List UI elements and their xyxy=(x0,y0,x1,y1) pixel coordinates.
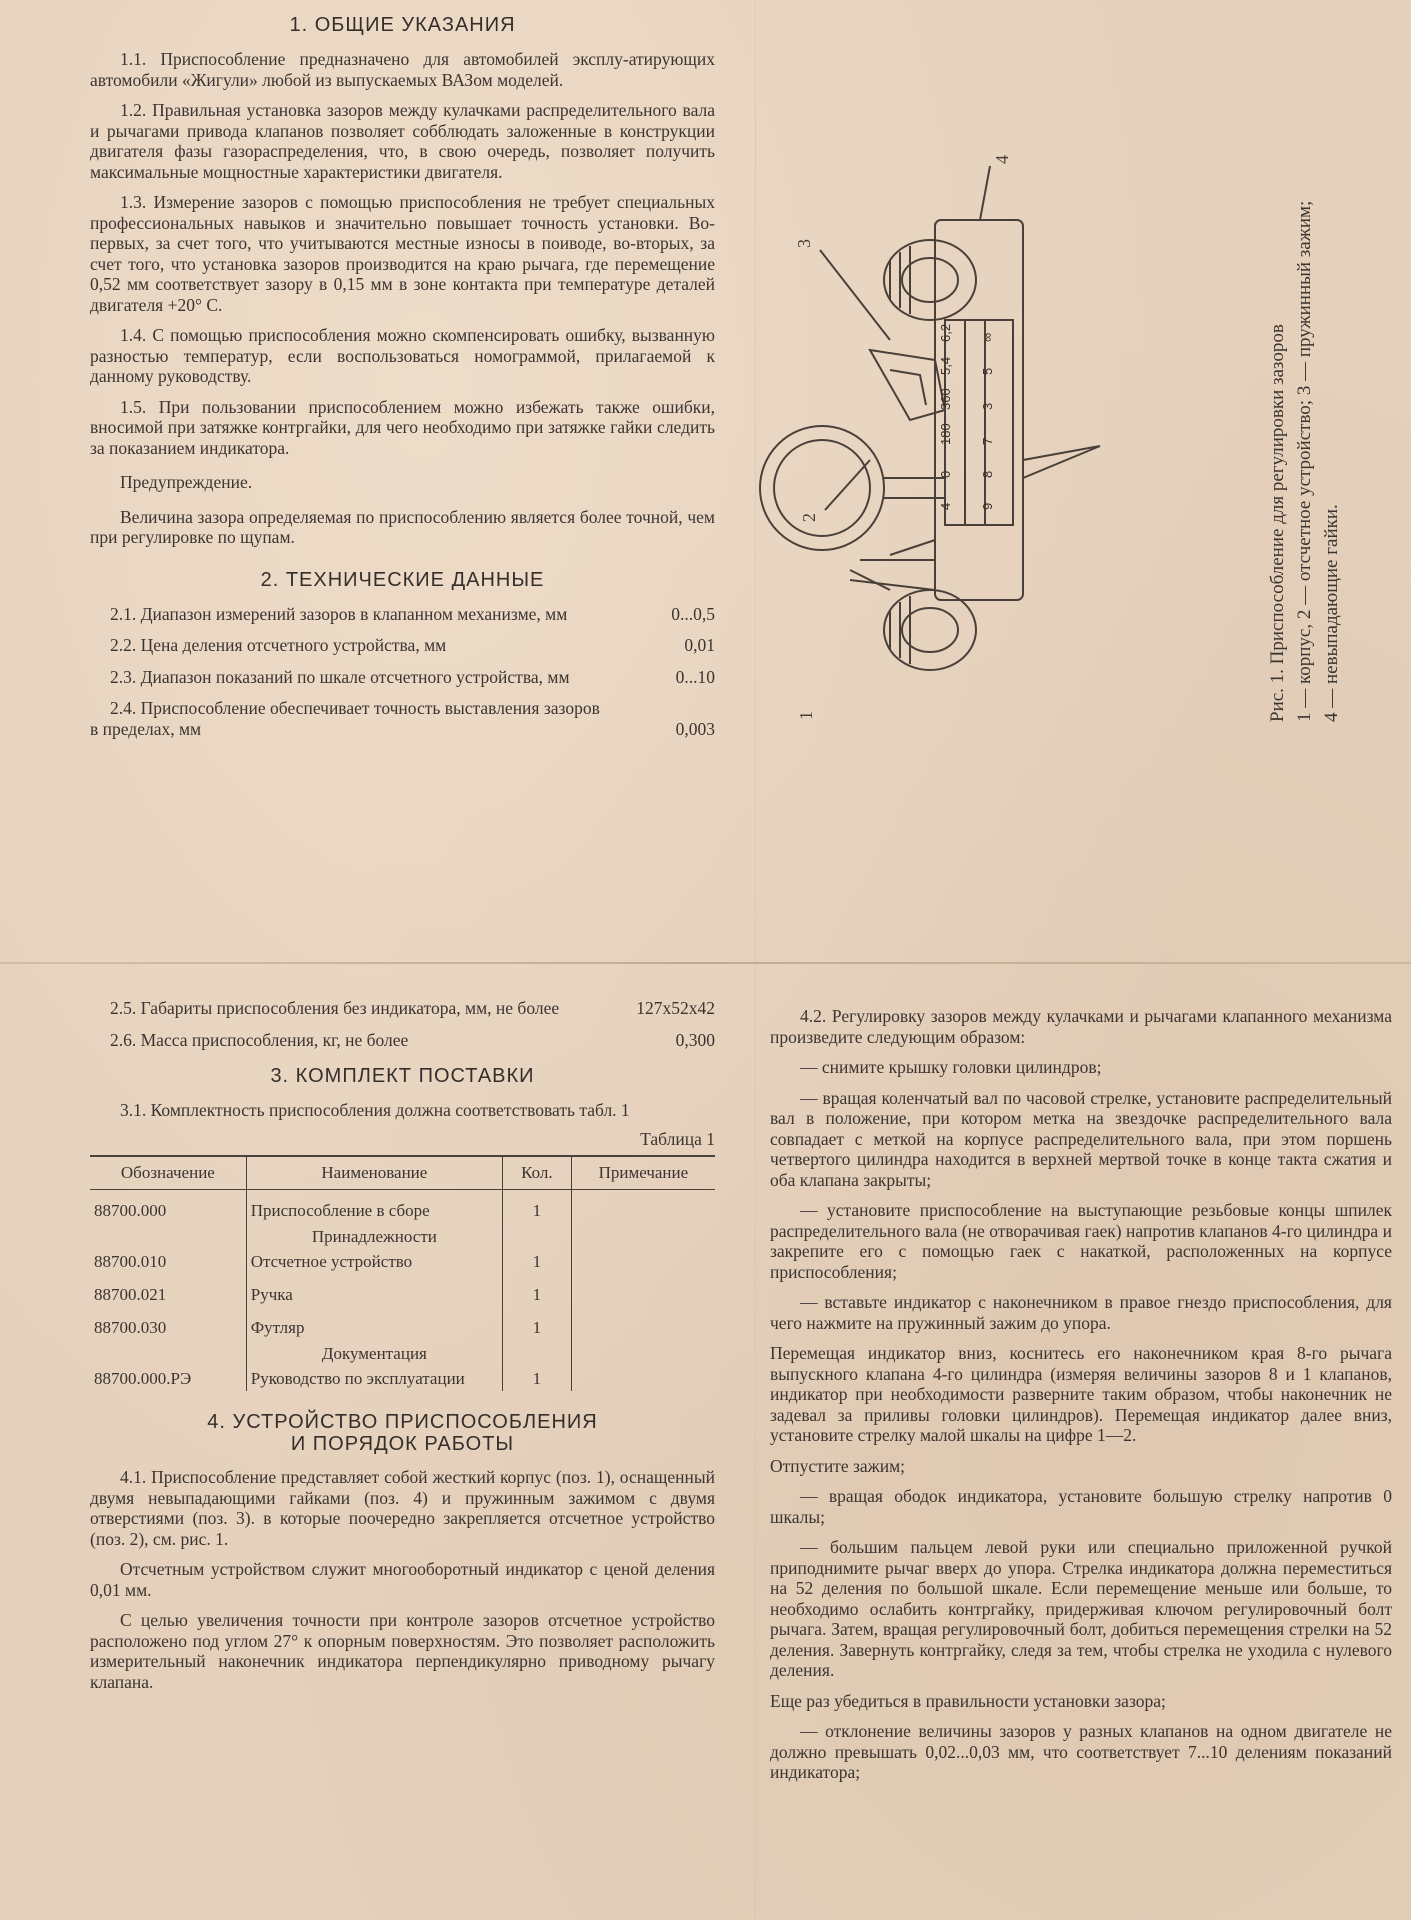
table-row xyxy=(90,1282,715,1307)
figure-caption-line-3: 4 — невыпадающие гайки. xyxy=(1321,504,1342,722)
table-row xyxy=(90,1249,715,1274)
cell-name: Ручка xyxy=(246,1282,502,1307)
cell-note xyxy=(571,1315,715,1340)
spec-label: 2.3. Диапазон показаний по шкале отсчетного устройства, мм xyxy=(110,666,570,687)
dial-bot-5: 9 xyxy=(980,502,995,510)
cell-subheader: Документация xyxy=(246,1340,502,1366)
column-header: Примечание xyxy=(571,1156,715,1190)
table-caption: Таблица 1 xyxy=(640,1128,715,1149)
table-subheader-row xyxy=(90,1340,715,1366)
section4-heading xyxy=(90,1411,715,1455)
section3-intro: 3.1. Комплектность приспособления должна соответствовать табл. 1 xyxy=(120,1100,630,1120)
dial-top-3: 180 xyxy=(938,423,953,445)
spec-value: 0,01 xyxy=(684,635,715,655)
paragraph-4-2: 4.2. Регулировку зазоров между кулачками и рычагами клапанного механизма произведите следующим образом: xyxy=(770,1006,1392,1047)
figure-caption-line-2: 1 — корпус, 2 — отсчетное устройство; 3 — пружинный зажим; xyxy=(1294,200,1315,722)
step-install-device: — установите приспособление на выступающие резьбовые концы шпилек распределительного вала (не отворачивая гаек) напротив клапанов 4-го цилиндра и закрепите его с помощью гаек с накаткой, расположенных на корпусе приспособления; xyxy=(770,1200,1392,1282)
spec-2-3 xyxy=(90,667,715,688)
spec-value: 127x52x42 xyxy=(636,998,715,1018)
column-header: Кол. xyxy=(503,1156,572,1190)
cell-note xyxy=(571,1366,715,1391)
spec-value: 0...0,5 xyxy=(671,603,715,624)
spec-2-6 xyxy=(90,1030,715,1051)
spec-label: 2.6. Масса приспособления, кг, не более xyxy=(110,1029,409,1050)
callout-4: 4 xyxy=(992,155,1012,164)
bottom-nut xyxy=(884,590,976,670)
spec-label: 2.1. Диапазон измерений зазоров в клапанном механизме, мм xyxy=(110,603,568,624)
dial-bot-3: 7 xyxy=(980,437,995,445)
dial-window xyxy=(945,320,1013,525)
column-header: Обозначение xyxy=(90,1156,246,1190)
step-insert-indicator: — вставьте индикатор с наконечником в правое гнездо приспособления, для чего нажмите на пружинный зажим до упора. xyxy=(770,1292,1392,1333)
right-bottom-column xyxy=(770,1006,1392,1793)
kit-table xyxy=(90,1155,715,1391)
spec-2-1 xyxy=(90,604,715,625)
cell-code: 88700.021 xyxy=(90,1282,246,1307)
step-lift-lever: — большим пальцем левой руки или специально приложенной ручкой приподнимите рычаг вверх до упора. Стрелка индикатора должна переместиться на 52 деления по большой шкале. Если перемещение меньше или больше, то необходимо ослабить контргайку, придерживая ключом регулировочный болт рычага. Затем, вращая регулировочный болт, добиться перемещения стрелки на 52 деления. Завернуть контргайку, следя за тем, чтобы стрелка не уходила с нулевого деления. xyxy=(770,1537,1392,1680)
paragraph-4-1-b: Отсчетным устройством служит многооборотный индикатор с ценой деления 0,01 мм. xyxy=(90,1559,715,1600)
section1-heading: 1. ОБЩИЕ УКАЗАНИЯ xyxy=(289,14,516,36)
step-verify: Еще раз убедиться в правильности установки зазора; xyxy=(770,1690,1166,1711)
spec-value: 0...10 xyxy=(675,666,715,687)
paragraph-1-4: 1.4. С помощью приспособления можно скомпенсировать ошибку, вызванную разностью температур, если воспользоваться номограммой, прилагаемой к данному руководству. xyxy=(90,325,715,386)
dial-top-2: 360 xyxy=(938,388,953,410)
spec-label: 2.5. Габариты приспособления без индикатора, мм, не более xyxy=(110,998,560,1018)
callout-2: 2 xyxy=(799,513,819,522)
callout-3: 3 xyxy=(794,239,814,248)
dial-bot-4: 8 xyxy=(980,470,995,478)
spec-value: 0,300 xyxy=(675,1029,715,1050)
warning-text: Величина зазора определяемая по приспособлению является более точной, чем при регулировке по щупам. xyxy=(90,506,715,547)
spec-label: 2.2. Цена деления отсчетного устройства, мм xyxy=(110,635,447,655)
dial-top-5: 4 xyxy=(938,502,953,510)
cell-subheader: Принадлежности xyxy=(246,1223,502,1249)
table-row xyxy=(90,1315,715,1340)
spec-2-2 xyxy=(90,635,715,656)
dial-top-0: 6,2 xyxy=(938,323,953,342)
cell-note xyxy=(571,1198,715,1223)
table-row xyxy=(90,1366,715,1391)
left-bottom-column xyxy=(90,998,715,1702)
spring-clamp xyxy=(870,350,945,420)
step-rotate-crankshaft: — вращая коленчатый вал по часовой стрелке, установите распределительный вал в положение, при котором метка на звездочке распределительного вала совпадает с меткой на корпусе распределительного вала, при этом поршень четвертого цилиндра находится в верхней мертвой точке в конце такта сжатия и оба клапана закрыты; xyxy=(770,1087,1392,1190)
section4-heading-line2: И ПОРЯДОК РАБОТЫ xyxy=(290,1433,515,1455)
table-row xyxy=(90,1198,715,1223)
cell-name: Руководство по эксплуатации xyxy=(246,1366,502,1391)
cell-name: Отсчетное устройство xyxy=(246,1249,502,1274)
cell-code: 88700.030 xyxy=(90,1315,246,1340)
spec-label: 2.4. Приспособление обеспечивает точность выставления зазоров в пределах, мм xyxy=(90,698,600,739)
step-move-indicator: Перемещая индикатор вниз, коснитесь его наконечником края 8-го рычага выпускного клапана 4-го цилиндра (измеряя величины зазоров 8 и 1 клапанов, индикатор при необходимости разверните таким образом, чтобы наконечник не задевал за приливы головки цилиндров). Перемещая индикатор далее вниз, установите стрелку малой шкалы на цифре 1—2. xyxy=(770,1343,1392,1445)
vertical-fold-line xyxy=(755,0,756,1920)
dial-bot-0: ∞ xyxy=(980,332,995,342)
dial-bot-1: 5 xyxy=(980,367,995,375)
dial-top-1: 5,4 xyxy=(938,356,953,375)
paragraph-1-3: 1.3. Измерение зазоров с помощью приспособления не требует специальных профессиональных навыков и значительно повышает точность установки. Во-первых, за счет того, что учитываются местные износы в поиводе, во-вторых, за счет того, что установка зазоров производится на краю рычага, где перемещение 0,52 мм соответствует зазору в 0,15 мм в зоне контакта при температуре деталей двигателя +20° С. xyxy=(90,192,715,315)
cell-code: 88700.000 xyxy=(90,1198,246,1223)
table-header-row xyxy=(90,1156,715,1190)
warning-title: Предупреждение. xyxy=(120,472,253,492)
paragraph-1-2: 1.2. Правильная установка зазоров между кулачками распределительного вала и рычагами привода клапанов позволяет собблюдать заложенные в конструкции двигателя фазы газораспределения, что, в свою очередь, позволяет получить максимальные мощностные характеристики двигателя. xyxy=(90,100,715,182)
cell-qty: 1 xyxy=(503,1315,572,1340)
dial-top-4: 0 xyxy=(938,470,953,478)
cell-name: Футляр xyxy=(246,1315,502,1340)
section3-heading: 3. КОМПЛЕКТ ПОСТАВКИ xyxy=(270,1065,535,1087)
figure-1-device-drawing xyxy=(794,155,1190,720)
paragraph-4-1: 4.1. Приспособление представляет собой жесткий корпус (поз. 1), оснащенный двумя невыпадающими гайками (поз. 4) и пружинным зажимом с двумя отверстиями (поз. 3). в которые поочередно закрепляется отсчетное устройство (поз. 2), см. рис. 1. xyxy=(90,1467,715,1549)
step-set-big-needle: — вращая ободок индикатора, установите большую стрелку напротив 0 шкалы; xyxy=(770,1486,1392,1527)
cell-code: 88700.010 xyxy=(90,1249,246,1274)
cell-qty: 1 xyxy=(503,1282,572,1307)
spec-2-4 xyxy=(90,698,715,739)
section4-heading-line1: 4. УСТРОЙСТВО ПРИСПОСОБЛЕНИЯ xyxy=(207,1411,598,1433)
left-top-column xyxy=(90,13,715,750)
cell-qty: 1 xyxy=(503,1249,572,1274)
spec-value: 0,003 xyxy=(675,718,715,739)
paragraph-1-1: 1.1. Приспособление предназначено для автомобилей эксплу-атирующих автомобили «Жигули» любой из выпускаемых ВАЗом моделей. xyxy=(90,49,715,90)
cell-qty: 1 xyxy=(503,1366,572,1391)
column-header: Наименование xyxy=(246,1156,502,1190)
horizontal-fold-line xyxy=(0,962,1411,964)
step-deviation: — отклонение величины зазоров у разных клапанов на одном двигателе не должно превышать 0,02...0,03 мм, что соответствует 7...10 делениям показаний индикатора; xyxy=(770,1721,1392,1782)
table-subheader-row xyxy=(90,1223,715,1249)
step-release-clamp: Отпустите зажим; xyxy=(770,1455,906,1476)
paragraph-1-5: 1.5. При пользовании приспособлением можно избежать также ошибки, вносимой при затяжке контргайки, для чего необходимо при затяжке гайки следить за показанием индикатора. xyxy=(90,396,715,458)
cell-note xyxy=(571,1282,715,1307)
top-nut xyxy=(884,240,976,320)
cell-note xyxy=(571,1249,715,1274)
dial-bot-2: 3 xyxy=(980,402,995,410)
cell-code: 88700.000.РЭ xyxy=(90,1366,246,1391)
step-remove-cover: — снимите крышку головки цилиндров; xyxy=(800,1057,1102,1077)
figure-caption-title: Рис. 1. Приспособление для регулировки зазоров xyxy=(1267,324,1288,722)
paragraph-4-1-c: С целью увеличения точности при контроле зазоров отсчетное устройство расположено под углом 27° к опорным поверхностям. Это позволяет расположить измерительный наконечник индикатора перпендикулярно приводному рычагу клапана. xyxy=(90,1610,715,1692)
figure-1-caption xyxy=(1264,162,1345,722)
cell-name: Приспособление в сборе xyxy=(246,1198,502,1223)
callout-1: 1 xyxy=(796,711,816,720)
section2-heading: 2. ТЕХНИЧЕСКИЕ ДАННЫЕ xyxy=(260,568,545,591)
cell-qty: 1 xyxy=(503,1198,572,1223)
spec-2-5 xyxy=(90,998,715,1019)
